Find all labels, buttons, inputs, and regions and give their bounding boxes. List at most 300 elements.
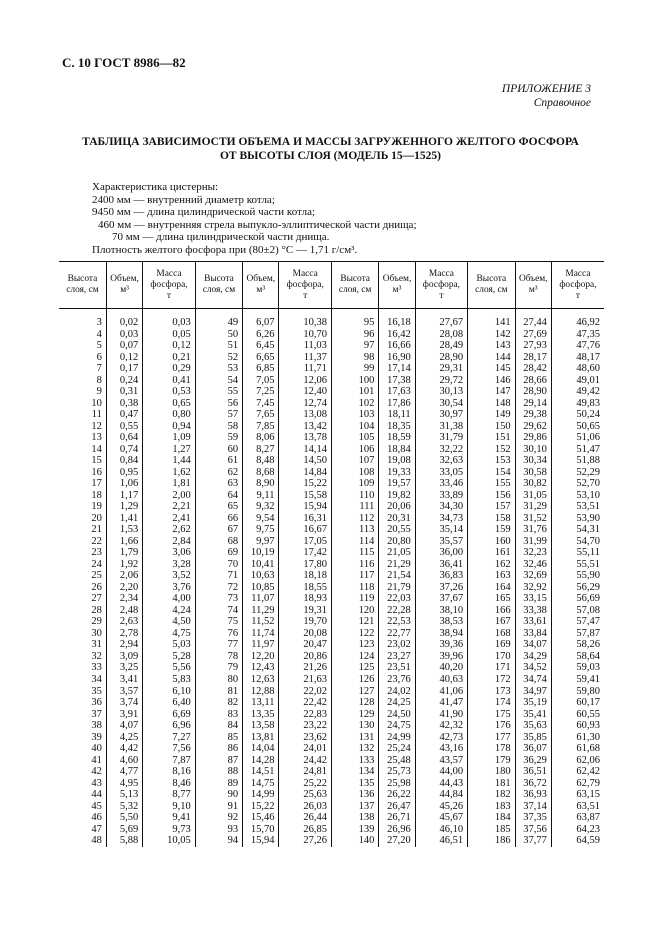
table-cell: 114 bbox=[331, 536, 378, 548]
table-cell: 125 bbox=[331, 662, 378, 674]
table-cell: 7,45 bbox=[243, 398, 279, 410]
table-cell: 38 bbox=[91, 720, 102, 732]
table-cell: 167 bbox=[468, 616, 515, 628]
table-cell: 0,29 bbox=[143, 363, 195, 375]
table-cell: 52 bbox=[195, 352, 242, 364]
table-cell: 0,02 bbox=[106, 317, 142, 329]
table-cell: 184 bbox=[468, 812, 515, 824]
table-row bbox=[59, 398, 604, 410]
table-cell: 55,11 bbox=[551, 547, 604, 559]
table-row bbox=[59, 513, 604, 525]
header-line: Объем, bbox=[110, 274, 139, 284]
table-cell: 14,84 bbox=[279, 467, 331, 479]
table-cell: 20,86 bbox=[279, 651, 331, 663]
table-cell: 4,60 bbox=[106, 755, 142, 767]
table-cell: 31,38 bbox=[415, 421, 467, 433]
table-cell: 53,51 bbox=[551, 501, 604, 513]
table-cell: 11,07 bbox=[243, 593, 279, 605]
table-cell: 48,60 bbox=[551, 363, 604, 375]
table-cell: 172 bbox=[468, 674, 515, 686]
table-cell: 32,63 bbox=[415, 455, 467, 467]
table-cell: 147 bbox=[468, 386, 515, 398]
table-cell: 33,89 bbox=[415, 490, 467, 502]
table-cell: 5,32 bbox=[106, 801, 142, 813]
table-cell: 71 bbox=[195, 570, 242, 582]
table-cell: 49 bbox=[195, 317, 242, 329]
table-cell: 20,06 bbox=[379, 501, 415, 513]
table-cell: 25 bbox=[91, 570, 102, 582]
table-cell: 0,41 bbox=[143, 375, 195, 387]
table-cell: 6,45 bbox=[243, 340, 279, 352]
table-cell: 104 bbox=[331, 421, 378, 433]
table-cell: 26,03 bbox=[279, 801, 331, 813]
table-cell: 168 bbox=[468, 628, 515, 640]
table-cell: 18,59 bbox=[379, 432, 415, 444]
table-cell: 3 bbox=[96, 317, 102, 328]
table-cell: 25,63 bbox=[279, 789, 331, 801]
table-cell: 0,05 bbox=[143, 329, 195, 341]
table-row bbox=[59, 732, 604, 744]
table-cell: 117 bbox=[331, 570, 378, 582]
table-cell: 13,08 bbox=[279, 409, 331, 421]
table-cell: 9,54 bbox=[243, 513, 279, 525]
table-cell: 110 bbox=[331, 490, 378, 502]
header-line: т bbox=[439, 290, 444, 301]
table-row bbox=[59, 375, 604, 387]
table-cell: 30 bbox=[91, 627, 102, 639]
table-cell: 49,01 bbox=[551, 375, 604, 387]
table-cell: 165 bbox=[468, 593, 515, 605]
table-cell: 80 bbox=[195, 674, 242, 686]
spacer-cell bbox=[331, 309, 378, 318]
table-cell: 28,90 bbox=[515, 386, 551, 398]
table-cell: 34,52 bbox=[515, 662, 551, 674]
table-cell: 16,67 bbox=[279, 524, 331, 536]
table-cell: 9,75 bbox=[243, 524, 279, 536]
header-line: м³ bbox=[528, 285, 538, 295]
table-cell: 15,94 bbox=[279, 501, 331, 513]
table-cell: 44,43 bbox=[415, 778, 467, 790]
table-row bbox=[59, 639, 604, 651]
header-line: Высота bbox=[67, 274, 98, 284]
table-row bbox=[59, 605, 604, 617]
table-cell: 6,07 bbox=[243, 317, 279, 329]
table-cell: 126 bbox=[331, 674, 378, 686]
table-cell: 19,31 bbox=[279, 605, 331, 617]
table-cell: 37,77 bbox=[515, 835, 551, 847]
table-cell: 11 bbox=[91, 409, 102, 421]
table-cell: 40,20 bbox=[415, 662, 467, 674]
table-cell: 22,83 bbox=[279, 709, 331, 721]
table-cell: 36,41 bbox=[415, 559, 467, 571]
table-cell: 107 bbox=[331, 455, 378, 467]
table-cell: 153 bbox=[468, 455, 515, 467]
table-cell: 7,87 bbox=[143, 755, 195, 767]
table-cell: 32 bbox=[91, 650, 102, 662]
header-line: м³ bbox=[392, 285, 402, 295]
header-line: Высота bbox=[204, 274, 234, 284]
table-row bbox=[59, 340, 604, 352]
table-cell: 28,90 bbox=[415, 352, 467, 364]
table-cell: 21,29 bbox=[379, 559, 415, 571]
table-cell: 0,95 bbox=[106, 467, 142, 479]
table-cell: 33,05 bbox=[415, 467, 467, 479]
table-cell: 9,10 bbox=[143, 801, 195, 813]
header-mass bbox=[551, 262, 604, 309]
table-cell: 16,42 bbox=[379, 329, 415, 341]
table-cell: 18,93 bbox=[279, 593, 331, 605]
table-cell: 113 bbox=[331, 524, 378, 536]
header-line: слоя, см bbox=[66, 285, 99, 295]
table-cell: 31,29 bbox=[515, 501, 551, 513]
table-cell: 15,22 bbox=[243, 801, 279, 813]
spacer-cell bbox=[551, 309, 604, 318]
spacer-cell bbox=[106, 309, 142, 318]
table-cell: 26 bbox=[91, 581, 102, 593]
table-cell: 2,62 bbox=[143, 524, 195, 536]
table-cell: 45,26 bbox=[415, 801, 467, 813]
table-cell: 130 bbox=[331, 720, 378, 732]
table-header-row bbox=[59, 262, 604, 309]
table-cell: 35,85 bbox=[515, 732, 551, 744]
table-cell: 27,26 bbox=[279, 835, 331, 847]
table-cell: 89 bbox=[195, 778, 242, 790]
table-cell: 63,15 bbox=[551, 789, 604, 801]
table-cell: 19 bbox=[91, 501, 102, 513]
table-cell: 15,46 bbox=[243, 812, 279, 824]
table-cell: 7,27 bbox=[143, 732, 195, 744]
table-cell: 46,51 bbox=[415, 835, 467, 847]
table-cell: 34,97 bbox=[515, 686, 551, 698]
table-cell: 23 bbox=[91, 547, 102, 559]
table-cell: 183 bbox=[468, 801, 515, 813]
table-cell: 142 bbox=[468, 329, 515, 341]
table-cell: 28,66 bbox=[515, 375, 551, 387]
table-row bbox=[59, 686, 604, 698]
table-cell: 39 bbox=[91, 731, 102, 743]
table-cell: 102 bbox=[331, 398, 378, 410]
table-cell: 37,67 bbox=[415, 593, 467, 605]
table-cell: 35,63 bbox=[515, 720, 551, 732]
appendix-label: ПРИЛОЖЕНИЕ 3 bbox=[501, 83, 591, 95]
table-cell: 32,92 bbox=[515, 582, 551, 594]
table-cell: 127 bbox=[331, 686, 378, 698]
table-cell: 3,25 bbox=[106, 662, 142, 674]
table-cell: 128 bbox=[331, 697, 378, 709]
table-cell: 36 bbox=[91, 697, 102, 709]
table-cell: 2,00 bbox=[143, 490, 195, 502]
table-cell: 2,78 bbox=[106, 628, 142, 640]
table-cell: 23,51 bbox=[379, 662, 415, 674]
table-cell: 161 bbox=[468, 547, 515, 559]
table-cell: 8,68 bbox=[243, 467, 279, 479]
table-cell: 177 bbox=[468, 732, 515, 744]
table-row bbox=[59, 363, 604, 375]
table-cell: 60,93 bbox=[551, 720, 604, 732]
spec-heading: Характеристика цистерны: bbox=[92, 181, 219, 193]
table-cell: 162 bbox=[468, 559, 515, 571]
table-cell: 6,26 bbox=[243, 329, 279, 341]
table-cell: 37 bbox=[91, 708, 102, 720]
table-cell: 47 bbox=[91, 823, 102, 835]
table-cell: 8,77 bbox=[143, 789, 195, 801]
table-row bbox=[59, 582, 604, 594]
table-cell: 133 bbox=[331, 755, 378, 767]
table-cell: 13,42 bbox=[279, 421, 331, 433]
table-cell: 23,22 bbox=[279, 720, 331, 732]
table-cell: 11,29 bbox=[243, 605, 279, 617]
header-line: слоя, см bbox=[475, 285, 508, 295]
table-row bbox=[59, 570, 604, 582]
table-cell: 0,31 bbox=[106, 386, 142, 398]
table-cell: 96 bbox=[331, 329, 378, 341]
table-cell: 95 bbox=[331, 317, 378, 329]
table-cell: 90 bbox=[195, 789, 242, 801]
table-cell: 15,58 bbox=[279, 490, 331, 502]
header-line: т bbox=[303, 290, 308, 301]
table-cell: 30,54 bbox=[415, 398, 467, 410]
table-cell: 7,85 bbox=[243, 421, 279, 433]
table-cell: 4 bbox=[96, 328, 102, 340]
table-cell: 5,13 bbox=[106, 789, 142, 801]
table-cell: 53 bbox=[195, 363, 242, 375]
table-cell: 30,34 bbox=[515, 455, 551, 467]
table-cell: 13,78 bbox=[279, 432, 331, 444]
table-cell: 21,63 bbox=[279, 674, 331, 686]
table-cell: 7,65 bbox=[243, 409, 279, 421]
table-cell: 24,01 bbox=[279, 743, 331, 755]
table-cell: 0,03 bbox=[143, 317, 195, 329]
table-cell: 58 bbox=[195, 421, 242, 433]
spacer-cell bbox=[415, 309, 467, 318]
table-cell: 13,81 bbox=[243, 732, 279, 744]
spec-line-3: 460 мм — внутренняя стрела выпукло-эллиптической части днища; bbox=[98, 218, 417, 231]
table-row bbox=[59, 812, 604, 824]
table-cell: 81 bbox=[195, 686, 242, 698]
table-cell: 17,38 bbox=[379, 375, 415, 387]
table-cell: 42,73 bbox=[415, 732, 467, 744]
table-cell: 13 bbox=[91, 432, 102, 444]
table-cell: 56,29 bbox=[551, 582, 604, 594]
table-cell: 56,69 bbox=[551, 593, 604, 605]
table-row bbox=[59, 616, 604, 628]
table-cell: 34,29 bbox=[515, 651, 551, 663]
table-cell: 8,48 bbox=[243, 455, 279, 467]
table-cell: 146 bbox=[468, 375, 515, 387]
table-cell: 1,79 bbox=[106, 547, 142, 559]
table-cell: 27,44 bbox=[515, 317, 551, 329]
table-cell: 160 bbox=[468, 536, 515, 548]
table-cell: 14,14 bbox=[279, 444, 331, 456]
appendix-block bbox=[502, 82, 591, 110]
table-cell: 62 bbox=[195, 467, 242, 479]
table-cell: 155 bbox=[468, 478, 515, 490]
header-line: фосфора, bbox=[150, 279, 188, 290]
table-cell: 68 bbox=[195, 536, 242, 548]
table-cell: 124 bbox=[331, 651, 378, 663]
header-volume bbox=[379, 262, 415, 309]
spacer-cell bbox=[279, 309, 331, 318]
table-cell: 3,09 bbox=[106, 651, 142, 663]
table-cell: 4,24 bbox=[143, 605, 195, 617]
table-cell: 55,90 bbox=[551, 570, 604, 582]
table-row bbox=[59, 409, 604, 421]
table-cell: 30,97 bbox=[415, 409, 467, 421]
table-cell: 31,05 bbox=[515, 490, 551, 502]
spec-line-4: 70 мм — длина цилиндрической части днища. bbox=[112, 231, 330, 244]
table-cell: 21,54 bbox=[379, 570, 415, 582]
table-cell: 1,29 bbox=[106, 501, 142, 513]
table-cell: 36,93 bbox=[515, 789, 551, 801]
table-cell: 123 bbox=[331, 639, 378, 651]
table-cell: 1,44 bbox=[143, 455, 195, 467]
header-volume bbox=[515, 262, 551, 309]
table-cell: 51,47 bbox=[551, 444, 604, 456]
table-cell: 24,02 bbox=[379, 686, 415, 698]
table-cell: 14,50 bbox=[279, 455, 331, 467]
table-cell: 159 bbox=[468, 524, 515, 536]
table-cell: 29,31 bbox=[415, 363, 467, 375]
table-cell: 179 bbox=[468, 755, 515, 767]
table-cell: 4,42 bbox=[106, 743, 142, 755]
table-cell: 17,63 bbox=[379, 386, 415, 398]
table-cell: 7 bbox=[96, 363, 102, 375]
table-cell: 27,69 bbox=[515, 329, 551, 341]
table-row bbox=[59, 386, 604, 398]
table-cell: 27 bbox=[91, 593, 102, 605]
table-cell: 25,22 bbox=[279, 778, 331, 790]
table-cell: 27,93 bbox=[515, 340, 551, 352]
header-line: Масса bbox=[565, 268, 591, 279]
table-cell: 24,25 bbox=[379, 697, 415, 709]
table-cell: 0,12 bbox=[106, 352, 142, 364]
table-cell: 51,88 bbox=[551, 455, 604, 467]
header-line: Масса bbox=[428, 268, 454, 279]
table-cell: 57 bbox=[195, 409, 242, 421]
table-cell: 7,05 bbox=[243, 375, 279, 387]
table-cell: 24 bbox=[91, 558, 102, 570]
header-line: Масса bbox=[156, 268, 182, 279]
table-cell: 22,02 bbox=[279, 686, 331, 698]
table-cell: 14,51 bbox=[243, 766, 279, 778]
table-cell: 4,25 bbox=[106, 732, 142, 744]
table-cell: 2,34 bbox=[106, 593, 142, 605]
table-cell: 32,46 bbox=[515, 559, 551, 571]
table-row bbox=[59, 789, 604, 801]
table-row bbox=[59, 329, 604, 341]
table-cell: 16,66 bbox=[379, 340, 415, 352]
table-row bbox=[59, 524, 604, 536]
table-cell: 53,90 bbox=[551, 513, 604, 525]
table-cell: 38,94 bbox=[415, 628, 467, 640]
table-row bbox=[59, 674, 604, 686]
title-line-2: ОТ ВЫСОТЫ СЛОЯ (МОДЕЛЬ 15—1525) bbox=[219, 150, 442, 162]
table-row bbox=[59, 444, 604, 456]
table-cell: 164 bbox=[468, 582, 515, 594]
table-cell: 6,40 bbox=[143, 697, 195, 709]
table-cell: 69 bbox=[195, 547, 242, 559]
table-cell: 111 bbox=[331, 501, 378, 513]
table-cell: 143 bbox=[468, 340, 515, 352]
spacer-cell bbox=[143, 309, 195, 318]
table-row bbox=[59, 651, 604, 663]
table-cell: 18 bbox=[91, 489, 102, 501]
table-cell: 36,00 bbox=[415, 547, 467, 559]
header-line: слоя, см bbox=[338, 285, 372, 295]
table-row bbox=[59, 801, 604, 813]
table-row bbox=[59, 755, 604, 767]
table-cell: 0,12 bbox=[143, 340, 195, 352]
table-cell: 88 bbox=[195, 766, 242, 778]
table-cell: 87 bbox=[195, 755, 242, 767]
header-line: т bbox=[575, 290, 580, 301]
table-cell: 50,65 bbox=[551, 421, 604, 433]
spacer-cell bbox=[379, 309, 415, 318]
table-row bbox=[59, 743, 604, 755]
table-cell: 31,52 bbox=[515, 513, 551, 525]
table-cell: 14,28 bbox=[243, 755, 279, 767]
table-cell: 18,35 bbox=[379, 421, 415, 433]
data-table bbox=[59, 261, 604, 847]
table-cell: 17,05 bbox=[279, 536, 331, 548]
table-cell: 30,13 bbox=[415, 386, 467, 398]
table-row bbox=[59, 478, 604, 490]
table-cell: 3,74 bbox=[106, 697, 142, 709]
table-cell: 24,99 bbox=[379, 732, 415, 744]
table-cell: 59,03 bbox=[551, 662, 604, 674]
table-cell: 14,75 bbox=[243, 778, 279, 790]
table-cell: 83 bbox=[195, 709, 242, 721]
table-cell: 41 bbox=[91, 754, 102, 766]
header-mass bbox=[143, 262, 195, 309]
table-cell: 29,62 bbox=[515, 421, 551, 433]
table-cell: 48,17 bbox=[551, 352, 604, 364]
table-row bbox=[59, 593, 604, 605]
table-cell: 18,18 bbox=[279, 570, 331, 582]
table-cell: 33,61 bbox=[515, 616, 551, 628]
table-cell: 4,07 bbox=[106, 720, 142, 732]
table-cell: 18,84 bbox=[379, 444, 415, 456]
table-row bbox=[59, 501, 604, 513]
table-cell: 140 bbox=[331, 835, 378, 847]
spacer-cell bbox=[59, 309, 106, 318]
table-row bbox=[59, 709, 604, 721]
table-cell: 25,48 bbox=[379, 755, 415, 767]
table-cell: 21 bbox=[91, 524, 102, 536]
table-cell: 0,74 bbox=[106, 444, 142, 456]
table-cell: 100 bbox=[331, 375, 378, 387]
table-cell: 4,77 bbox=[106, 766, 142, 778]
table-cell: 11,03 bbox=[279, 340, 331, 352]
table-cell: 13,11 bbox=[243, 697, 279, 709]
table-cell: 139 bbox=[331, 824, 378, 836]
table-cell: 26,71 bbox=[379, 812, 415, 824]
header-height bbox=[331, 262, 378, 309]
table-cell: 0,65 bbox=[143, 398, 195, 410]
table-cell: 17,80 bbox=[279, 559, 331, 571]
table-cell: 1,92 bbox=[106, 559, 142, 571]
table-cell: 64 bbox=[195, 490, 242, 502]
table-cell: 23,62 bbox=[279, 732, 331, 744]
table-cell: 26,96 bbox=[379, 824, 415, 836]
table-cell: 4,75 bbox=[143, 628, 195, 640]
table-cell: 182 bbox=[468, 789, 515, 801]
table-cell: 2,41 bbox=[143, 513, 195, 525]
table-cell: 22,28 bbox=[379, 605, 415, 617]
header-line: слоя, см bbox=[202, 285, 236, 295]
table-cell: 33 bbox=[91, 662, 102, 674]
table-cell: 131 bbox=[331, 732, 378, 744]
